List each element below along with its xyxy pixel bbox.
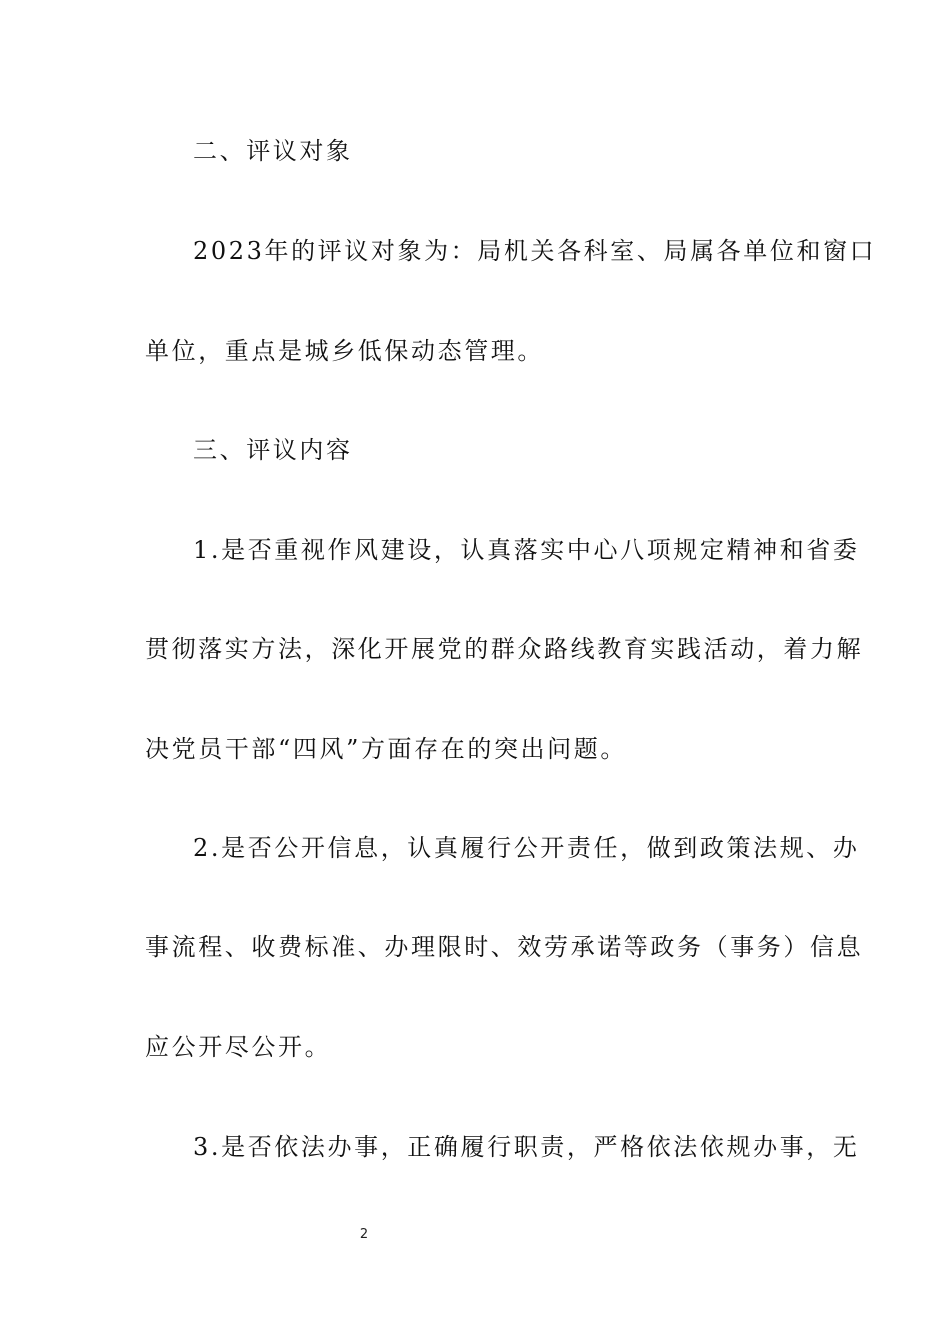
section-heading-evaluation-content: 三、评议内容 <box>193 436 353 464</box>
paragraph-line: 1.是否重视作风建设，认真落实中心八项规定精神和省委 <box>193 536 860 564</box>
paragraph-line: 应公开尽公开。 <box>145 1033 332 1061</box>
paragraph-line: 2.是否公开信息，认真履行公开责任，做到政策法规、办 <box>193 834 860 862</box>
paragraph-line: 贯彻落实方法，深化开展党的群众路线教育实践活动，着力解 <box>145 635 864 663</box>
paragraph-line: 决党员干部“四风”方面存在的突出问题。 <box>145 735 627 763</box>
paragraph-line: 单位，重点是城乡低保动态管理。 <box>145 337 544 365</box>
paragraph-line: 事流程、收费标准、办理限时、效劳承诺等政务（事务）信息 <box>145 933 864 961</box>
paragraph-line: 2023年的评议对象为：局机关各科室、局属各单位和窗口 <box>193 237 877 265</box>
section-heading-evaluation-targets: 二、评议对象 <box>193 137 353 165</box>
page-number: 2 <box>359 1227 369 1242</box>
paragraph-line: 3.是否依法办事，正确履行职责，严格依法依规办事，无 <box>193 1133 860 1161</box>
